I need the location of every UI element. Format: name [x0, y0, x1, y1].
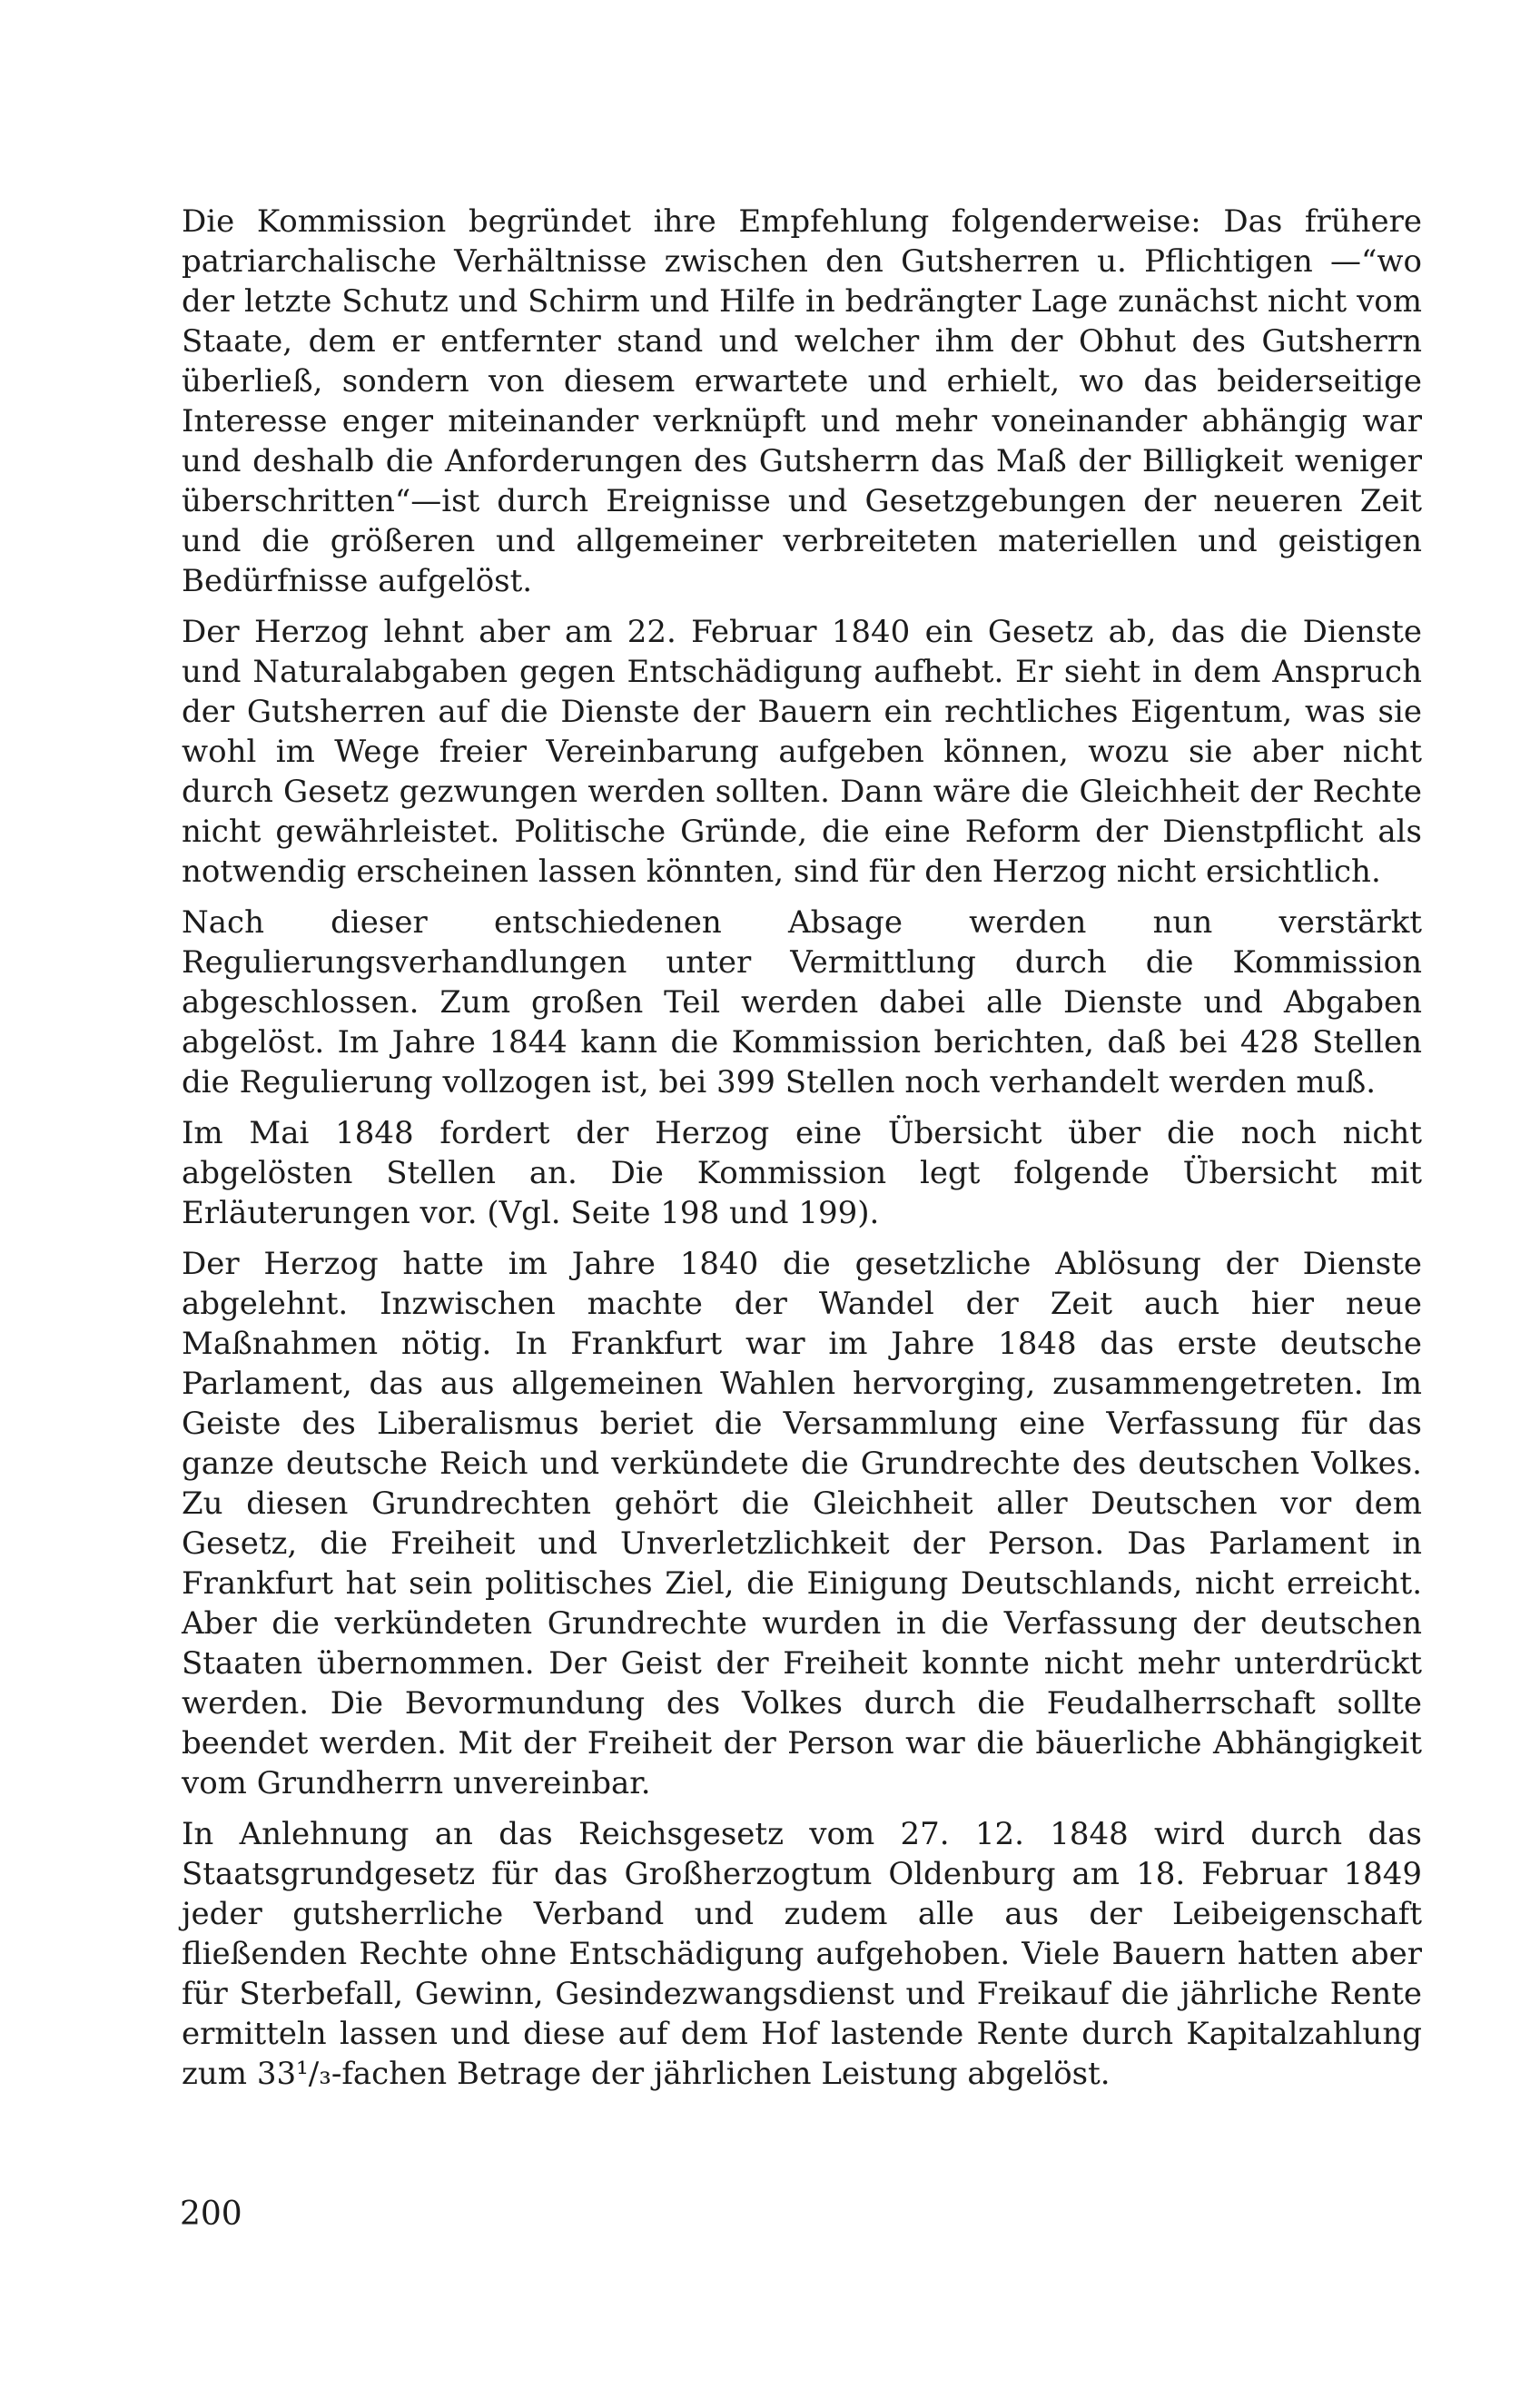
paragraph-frankfurt-parliament: Der Herzog hatte im Jahre 1840 die gesetzliche Ablösung der Dienste abgelehnt. Inzwischen machte der Wandel der Zeit auch hier neue Maßnahmen nötig. In Frankfurt war im Jahre 1848 das erste deutsche Parlament, das aus allgemeinen Wahlen hervorging, zusammengetreten. Im Geiste des Liberalismus beriet die Versammlung eine Verfassung für das ganze deutsche Reich und verkündete die Grundrechte des deutschen Volkes. Zu diesen Grundrechten gehört die Gleichheit aller Deutschen vor dem Gesetz, die Freiheit und Unverletzlichkeit der Person. Das Parlament in Frankfurt hat sein politisches Ziel, die Einigung Deutschlands, nicht erreicht. Aber die verkündeten Grundrechte wurden in die Verfassung der deutschen Staaten übernommen. Der Geist der Freiheit konnte nicht mehr unterdrückt werden. Die Bevormundung des Volkes durch die Feudalherrschaft sollte beendet werden. Mit der Freiheit der Person war die bäuerliche Abhängigkeit vom Grundherrn unvereinbar. — [182, 1246, 1422, 1801]
page-number: 200 — [180, 2196, 242, 2233]
paragraph-state-constitution: In Anlehnung an das Reichsgesetz vom 27. 12. 1848 wird durch das Staatsgrundgesetz für das Großherzogtum Oldenburg am 18. Februar 1849 jeder gutsherrliche Verband und zudem alle aus der Leibeigenschaft fließenden Rechte ohne Entschädigung aufgehoben. Viele Bauern hatten aber für Sterbefall, Gewinn, Gesindezwangsdienst und Freikauf die jährliche Rente ermitteln lassen und diese auf dem Hof lastende Rente durch Kapitalzahlung zum 33¹/₃-fachen Betrage der jährlichen Leistung abgelöst. — [182, 1816, 1422, 2092]
paragraph-commission-recommendation: Die Kommission begründet ihre Empfehlung folgenderweise: Das frühere patriarchalische Verhältnisse zwischen den Gutsherren u. Pflichtigen —“wo der letzte Schutz und Schirm und Hilfe in bedrängter Lage zunächst nicht vom Staate, dem er entfernter stand und welcher ihm der Obhut des Gutsherrn überließ, sondern von diesem erwartete und erhielt, wo das beiderseitige Interesse enger miteinander verknüpft und mehr voneinander abhängig war und deshalb die Anforderungen des Gutsherrn das Maß der Billigkeit weniger überschritten“—ist durch Ereignisse und Gesetzgebungen der neueren Zeit und die größeren und allgemeiner verbreiteten materiellen und geistigen Bedürfnisse aufgelöst. — [182, 203, 1422, 599]
paragraph-overview-request: Im Mai 1848 fordert der Herzog eine Übersicht über die noch nicht abgelösten Stellen an. Die Kommission legt folgende Übersicht mit Erläuterungen vor. (Vgl. Seite 198 und 199). — [182, 1115, 1422, 1231]
paragraph-regulation-negotiations: Nach dieser entschiedenen Absage werden nun verstärkt Regulierungsverhandlungen unter Vermittlung durch die Kommission abgeschlossen. Zum großen Teil werden dabei alle Dienste und Abgaben abgelöst. Im Jahre 1844 kann die Kommission berichten, daß bei 428 Stellen die Regulierung vollzogen ist, bei 399 Stellen noch verhandelt werden muß. — [182, 904, 1422, 1100]
paragraph-duke-rejection: Der Herzog lehnt aber am 22. Februar 1840 ein Gesetz ab, das die Dienste und Naturalabgaben gegen Entschädigung aufhebt. Er sieht in dem Anspruch der Gutsherren auf die Dienste der Bauern ein rechtliches Eigentum, was sie wohl im Wege freier Vereinbarung aufgeben können, wozu sie aber nicht durch Gesetz gezwungen werden sollten. Dann wäre die Gleichheit der Rechte nicht gewährleistet. Politische Gründe, die eine Reform der Dienstpflicht als notwendig erscheinen lassen könnten, sind für den Herzog nicht ersichtlich. — [182, 614, 1422, 890]
body-text — [182, 202, 1422, 2105]
